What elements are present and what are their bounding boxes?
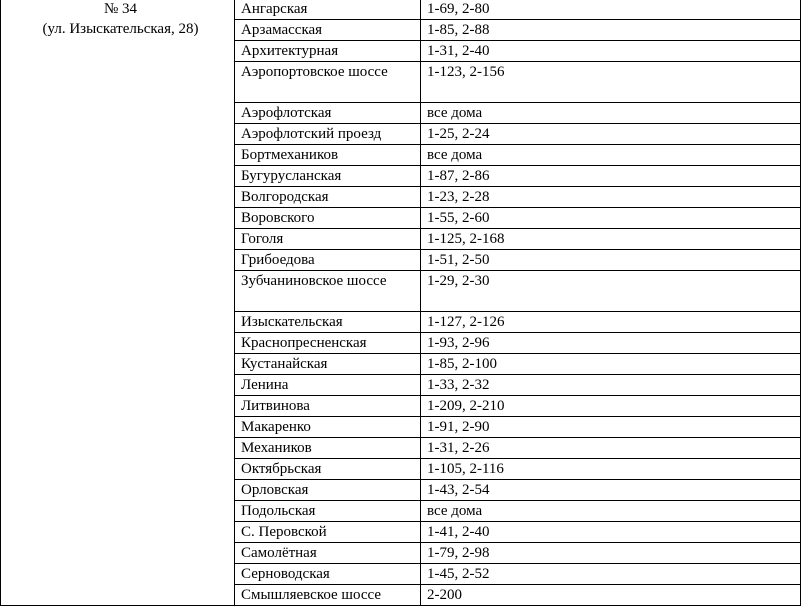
street-name-cell: Литвинова bbox=[235, 396, 421, 417]
street-name-cell: Краснопресненская bbox=[235, 333, 421, 354]
house-numbers-cell: 1-55, 2-60 bbox=[421, 208, 801, 229]
street-name-cell: Подольская bbox=[235, 501, 421, 522]
street-name-cell: Бортмехаников bbox=[235, 145, 421, 166]
table-row bbox=[1, 0, 801, 20]
table-body bbox=[1, 0, 801, 606]
street-name-cell: Гоголя bbox=[235, 229, 421, 250]
house-numbers-cell: все дома bbox=[421, 501, 801, 522]
school-address: (ул. Изыскательская, 28) bbox=[42, 21, 199, 37]
street-name-cell: Самолётная bbox=[235, 543, 421, 564]
street-name-cell: Воровского bbox=[235, 208, 421, 229]
house-numbers-cell: 1-85, 2-100 bbox=[421, 354, 801, 375]
street-name-cell: Смышляевское шоссе bbox=[235, 585, 421, 606]
street-name-cell: Октябрьская bbox=[235, 459, 421, 480]
street-name-cell: Серноводская bbox=[235, 564, 421, 585]
house-numbers-cell: 1-127, 2-126 bbox=[421, 312, 801, 333]
house-numbers-cell: все дома bbox=[421, 103, 801, 124]
house-numbers-cell: 1-29, 2-30 bbox=[421, 271, 801, 312]
house-numbers-cell: 1-41, 2-40 bbox=[421, 522, 801, 543]
house-numbers-cell: 1-85, 2-88 bbox=[421, 20, 801, 41]
street-name-cell: Аэрофлотская bbox=[235, 103, 421, 124]
house-numbers-cell: 2-200 bbox=[421, 585, 801, 606]
house-numbers-cell: 1-25, 2-24 bbox=[421, 124, 801, 145]
house-numbers-cell: 1-69, 2-80 bbox=[421, 0, 801, 20]
street-name-cell: Аэрофлотский проезд bbox=[235, 124, 421, 145]
school-cell bbox=[1, 0, 235, 606]
house-numbers-cell: 1-87, 2-86 bbox=[421, 166, 801, 187]
street-name-cell: Механиков bbox=[235, 438, 421, 459]
house-numbers-cell: 1-45, 2-52 bbox=[421, 564, 801, 585]
house-numbers-cell: 1-93, 2-96 bbox=[421, 333, 801, 354]
street-name-cell: Грибоедова bbox=[235, 250, 421, 271]
house-numbers-cell: 1-91, 2-90 bbox=[421, 417, 801, 438]
street-name-cell: Бугурусланская bbox=[235, 166, 421, 187]
house-numbers-cell: 1-23, 2-28 bbox=[421, 187, 801, 208]
house-numbers-cell: 1-31, 2-26 bbox=[421, 438, 801, 459]
house-numbers-cell: 1-79, 2-98 bbox=[421, 543, 801, 564]
street-name-cell: Арзамасская bbox=[235, 20, 421, 41]
house-numbers-cell: 1-43, 2-54 bbox=[421, 480, 801, 501]
school-number: № 34 bbox=[103, 1, 138, 17]
house-numbers-cell: 1-33, 2-32 bbox=[421, 375, 801, 396]
street-name-cell: Макаренко bbox=[235, 417, 421, 438]
house-numbers-cell: 1-51, 2-50 bbox=[421, 250, 801, 271]
street-name-cell: С. Перовской bbox=[235, 522, 421, 543]
street-name-cell: Орловская bbox=[235, 480, 421, 501]
street-name-cell: Зубчаниновское шоссе bbox=[235, 271, 421, 312]
street-name-cell: Архитектурная bbox=[235, 41, 421, 62]
house-numbers-cell: 1-125, 2-168 bbox=[421, 229, 801, 250]
house-numbers-cell: 1-209, 2-210 bbox=[421, 396, 801, 417]
street-name-cell: Кустанайская bbox=[235, 354, 421, 375]
house-numbers-cell: 1-123, 2-156 bbox=[421, 62, 801, 103]
house-numbers-cell: 1-105, 2-116 bbox=[421, 459, 801, 480]
street-name-cell: Волгородская bbox=[235, 187, 421, 208]
street-name-cell: Ангарская bbox=[235, 0, 421, 20]
house-numbers-cell: 1-31, 2-40 bbox=[421, 41, 801, 62]
house-numbers-cell: все дома bbox=[421, 145, 801, 166]
street-name-cell: Аэропортовское шоссе bbox=[235, 62, 421, 103]
street-name-cell: Ленина bbox=[235, 375, 421, 396]
street-name-cell: Изыскательская bbox=[235, 312, 421, 333]
